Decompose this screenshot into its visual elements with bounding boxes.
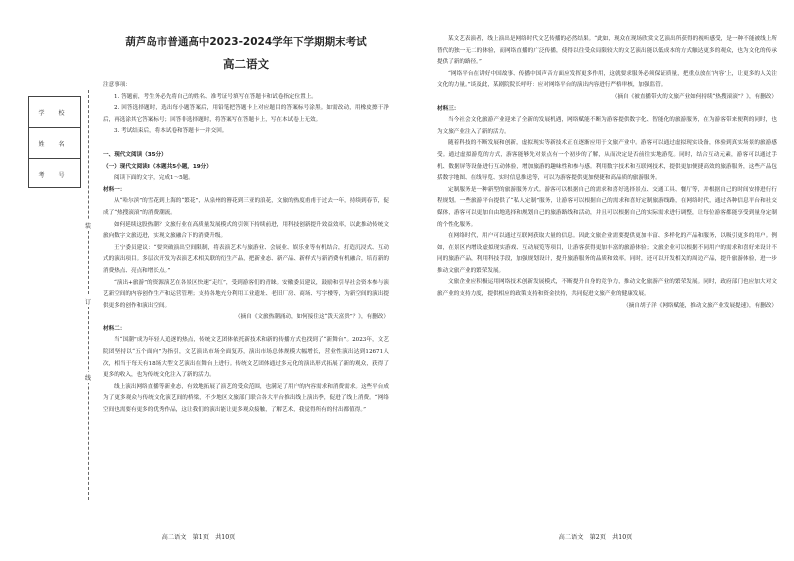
binding-char-zhuang: 装 <box>85 220 91 231</box>
exam-number-field[interactable]: 考 号 <box>38 171 71 179</box>
material-1-source: （摘自《文旅热潮涌动，如何接住这“泼天富贵”？》，有删改） <box>235 314 389 321</box>
notice-heading: 注意事项： <box>103 82 131 88</box>
subsection-heading: （一）现代文阅读Ⅰ（本题共5小题，19分） <box>103 163 212 170</box>
material-3-paragraph: 在网络时代，用户可以通过互联网获取大量的信息。因此文旅企业需要提供更加丰富、多样化的产品和服务，以吸引更多的用户。例如，在景区内增设虚拟现实游戏、互动展览等项目，让游客获得更加丰富的旅游体验；文旅企业可以根据不同用户的需求和喜好来设计不同的旅游产品，利用科技手段，加强规划设计，提升旅游服务的品质和效率。同时，还可以开发相关的周边产品，提升旅游体验，进一步推动文旅产业的繁荣发展。 <box>437 233 777 274</box>
material-1-paragraph: 从“哈尔滨”的雪花到上海的“繁花”，从泉州的簪花到三亚的浪花，文旅的热度甫甫于过去一年，持续到春节，促成了“热搜滚滚”的消费潮流。 <box>103 198 389 216</box>
page1-body <box>103 80 389 417</box>
intro-paragraph: 某文艺表演者，线上演出是网络时代文艺传播的必然结果。“此如，现众在现场欣赏文艺演出所获得的视听感受，是一种不能被线上所替代的独一无二的体验，而网络直播的广泛传播，使得以往受众局限较大的文艺演出能以低成本的方式触达更多的观众，也为文化的传承提供了新的路径。” <box>437 36 777 66</box>
student-info-box <box>28 96 81 188</box>
notice-item: 1. 答题前，考生务必先将自己的姓名、准考证号填写在答题卡和试卷指定位置上。 <box>114 93 317 100</box>
name-field[interactable]: 姓 名 <box>29 128 80 159</box>
material-2-paragraph: 线上演出网络直播等新业态，有效地拓展了演艺的受众范围，也满足了用户的内容需求和消费需求。这些平台成为了更多观众与传统文化演艺间的桥梁，不少地区文旅部门联合各大平台推出线上演出季，促进了线上消费。“网络空间也需要有更多的优秀作品，这让我们的演出能让更多观众接触，了解艺术，我觉得所有的付出都值得。” <box>103 383 389 414</box>
page-2-footer: 高二语文 第2页 共10页 <box>558 534 633 541</box>
intro-paragraph: “网络平台在讲好中国故事、传播中国声音方面应发挥更多作用，这就要求服务必须保证质量，把重点放在‘内容’上，让更多的人关注文化的力量。”谈及此，某剧院院长呼吁：应对网络平台的演出内容进行严格审核，加强监管。 <box>437 70 777 89</box>
exam-title: 葫芦岛市普通高中2023-2024学年下学期期末考试 <box>125 36 367 48</box>
material-1-paragraph: 如何延续这股热潮？文旅行业在高质量发展模式的引领下持续前进，用科技创新提升效益效率，以此推动传统文旅向数字文旅迈进，实现文旅融合下的消费升级。 <box>103 221 389 240</box>
material-3-paragraph: 文旅企业应积极运用网络技术创新发展模式，不断提升自身的竞争力，推动文化旅游产业的繁荣发展。同时，政府部门也应加大对文旅产业的支持力度，提供相应的政策支持和资金扶持，共同促进文旅产业的健康发展。 <box>437 279 777 298</box>
material-3-heading: 材料三： <box>437 105 460 112</box>
page2-body <box>437 34 777 312</box>
material-3-paragraph: 定制服务是一种新型的旅游服务方式。游客可以根据自己的需求和喜好选择景点、交通工具、餐厅等，并根据自己的时间安排进行行程规划。一些旅游平台提供了“私人定制”服务，让游客可以根据自己的需求和喜好定制旅游线路，在网络时代，通过各种信息平台和社交媒体，游客可以更加自由地选择和规划自己的旅游路线和活动，并且可以根据自己的实际需求进行调整，让每位游客都能享受到量身定制的个性化服务。 <box>437 186 777 228</box>
binding-char-xian: 线 <box>85 372 91 383</box>
binding-char-ding: 订 <box>85 296 91 307</box>
page-2 <box>397 0 794 561</box>
reading-instruction: 阅读下面的文字，完成1～5题。 <box>114 175 194 182</box>
intro-source: （摘自《被直播带火的文旅产业如何持续“热搜滚滚”？》，有删改） <box>611 93 777 100</box>
material-3-paragraph: 随着科技的不断发展和创新，虚拟现实等新技术正在逐渐应用于文旅产业中。游客可以通过虚拟现实设备，体验到真实场景的旅游感受。通过虚拟游览的方式，游客能够先对景点有一个初步的了解，从而决定是否前往实地游览。同时，结合互动元素，游客可以通过手机、数据屏等设备进行互动体验，增加旅游的趣味性和参与感。利用数字技术和互联网技术，提供更加便捷高效的旅游服务，这些产品包括数字地图、在线导览、实时信息推送等，可以为游客提供更加便捷和高品质的旅游服务。 <box>437 140 777 182</box>
material-1-paragraph: “演出+旅游”的资源演艺在各景区快速“走红”，受到游客们的青睐。安徽委员建议，鼓励和引导社会资本参与演艺新空间的内容创作生产和运营管理；支持各地充分利用工业遗址、老旧厂房、商场、写字楼等，为新空间的演出提供更多的创作和演出空间。 <box>103 279 389 309</box>
material-3-paragraph: 当今社会文化旅游产业迎来了全新的发展机遇，网络赋能不断为游客提供数字化、智能化的旅游服务，在为游客带来便利的同时，也为文旅产业注入了新的活力。 <box>437 117 777 135</box>
page-1-footer: 高二语文 第1页 共10页 <box>161 534 236 541</box>
school-field[interactable]: 学 校 <box>29 97 80 128</box>
material-3-source: （摘自胡子洋《网络赋能，推动文旅产业发展提速》，有删改） <box>623 302 777 309</box>
notice-item: 3. 考试结束后，将本试卷和答题卡一并交回。 <box>114 128 228 135</box>
material-1-paragraph: 王宁委员建议：“要突破演出空间限制，将表演艺术与旅游业、会展业、娱乐业等有机结合，打造沉浸式、互动式的演出项目。多层次开发为表演艺术相关联的衍生产品，把新业态、新产品、新样式与新消费有机融合，培育新的消费热点、亮点和增长点。” <box>103 244 389 274</box>
exam-subject: 高二语文 <box>223 57 269 71</box>
material-2-heading: 材料二： <box>103 325 126 332</box>
binding-line <box>88 90 89 500</box>
section-heading: 一、现代文阅读（35分） <box>103 151 167 158</box>
notice-item: 2. 回答选择题时，选出每小题答案后，用铅笔把答题卡上对应题目的答案标号涂黑。如需改动，用橡皮擦干净后，再选涂其它答案标号；回答非选择题时，将答案写在答题卡上，写在本试卷上无效。 <box>103 105 389 123</box>
material-2-paragraph: 当“国潮”成为年轻人追逐的热点，传统文艺团体依托新技术和新的传播方式也找到了“新舞台”。2023年，文艺院团坚持以“五个面向”为指引，文艺演出市场全面复苏，演出市场总体规模大幅增长，营业性演出达到12671人次，相当于每天有18场大型文艺演出在舞台上进行。传统文艺团体通过多元化的演出形式拓展了新的观众，获得了更多的收入，也为传统文化注入了新的活力。 <box>103 337 389 379</box>
material-1-heading: 材料一： <box>103 186 126 193</box>
